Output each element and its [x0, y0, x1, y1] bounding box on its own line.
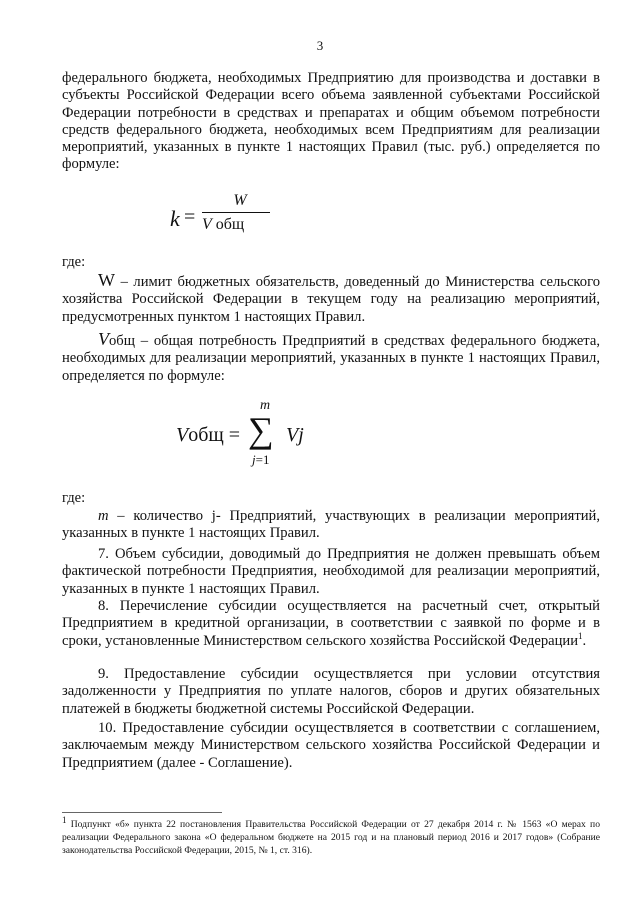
- page-number: 3: [316, 38, 324, 53]
- sum-term: Vj: [286, 424, 304, 446]
- intro-paragraph: федерального бюджета, необходимых Предприятию для производства и доставки в субъекты Российской Федерации всего объема заявленной субъектами Российской Федерации потребности в средствах и препаратах и общим объемом потребности средств федерального бюджета, необходимых всем Предприятиям для реализации мероприятий, указанных в пункте 1 настоящих Правил (тыс. руб.) определяется по формуле:: [62, 70, 600, 173]
- footnote-mark: 1: [62, 814, 67, 825]
- definition-w: W – лимит бюджетных обязательств, доведенный до Министерства сельского хозяйства Российской Федерации в текущем году на реализацию мероприятий, предусмотренных пунктом 1 настоящих Правил.: [62, 270, 600, 325]
- formula-k-lhs: k: [170, 206, 180, 231]
- formula-v-lhs: Vобщ =: [176, 424, 241, 446]
- definition-v: Vобщ – общая потребность Предприятий в средствах федерального бюджета, необходимых для реализации мероприятий, указанных в пункте 1 настоящих Правил, определяется по формуле:: [62, 329, 600, 384]
- sum-lower-limit: j=1: [252, 452, 270, 467]
- paragraph-7: 7. Объем субсидии, доводимый до Предприятия не должен превышать объем фактической потребности Предприятия, необходимой для реализации мероприятий, указанных в пункте 1 настоящих Правил.: [62, 546, 600, 597]
- paragraph-8: 8. Перечисление субсидии осуществляется на расчетный счет, открытый Предприятием в кредитной организации, в соответствии с заявкой по форме и в сроки, установленные Министерством сельского хозяйства Российской Федерации$^1$.: [62, 598, 600, 649]
- symbol-w: W: [98, 270, 115, 290]
- paragraph-9: 9. Предоставление субсидии осуществляется при условии отсутствия задолженности у Предприятия по уплате налогов, сборов и других обязательных платежей в бюджеты бюджетной системы Российской Федерации.: [62, 666, 600, 717]
- footnote: 1 Подпункт «б» пункта 22 постановления Правительства Российской Федерации от 27 декабря 2014 г. № 1563 «О мерах по реализации Федерального закона «О федеральном бюджете на 2015 год и на плановый период 2016 и 2017 годов» (Собрание законодательства Российской Федерации, 2015, № 1, ст. 316).: [62, 814, 600, 856]
- definition-m: m – количество j- Предприятий, участвующих в реализации мероприятий, указанных в пункте 1 настоящих Правил.: [62, 508, 600, 542]
- formula-k-equals: =: [184, 206, 196, 228]
- paragraph-10: 10. Предоставление субсидии осуществляется в соответствии с соглашением, заключаемым между Министерством сельского хозяйства Российской Федерации и Предприятием (далее - Соглашение).: [62, 720, 600, 771]
- sum-sign: ∑: [248, 410, 274, 450]
- formula-v-sum: [176, 398, 336, 474]
- sum-upper-limit: m: [260, 398, 271, 413]
- symbol-v: V: [98, 329, 109, 349]
- where-label-1: где:: [62, 254, 86, 270]
- symbol-m: m: [98, 508, 109, 524]
- formula-k-denominator: V общ: [202, 216, 245, 233]
- where-label-2: где:: [62, 490, 86, 506]
- fraction-bar: [202, 212, 270, 213]
- footnote-divider: [62, 812, 222, 813]
- footnote-ref: 1: [578, 630, 583, 641]
- formula-k: [170, 192, 290, 246]
- formula-k-numerator: W: [233, 192, 247, 209]
